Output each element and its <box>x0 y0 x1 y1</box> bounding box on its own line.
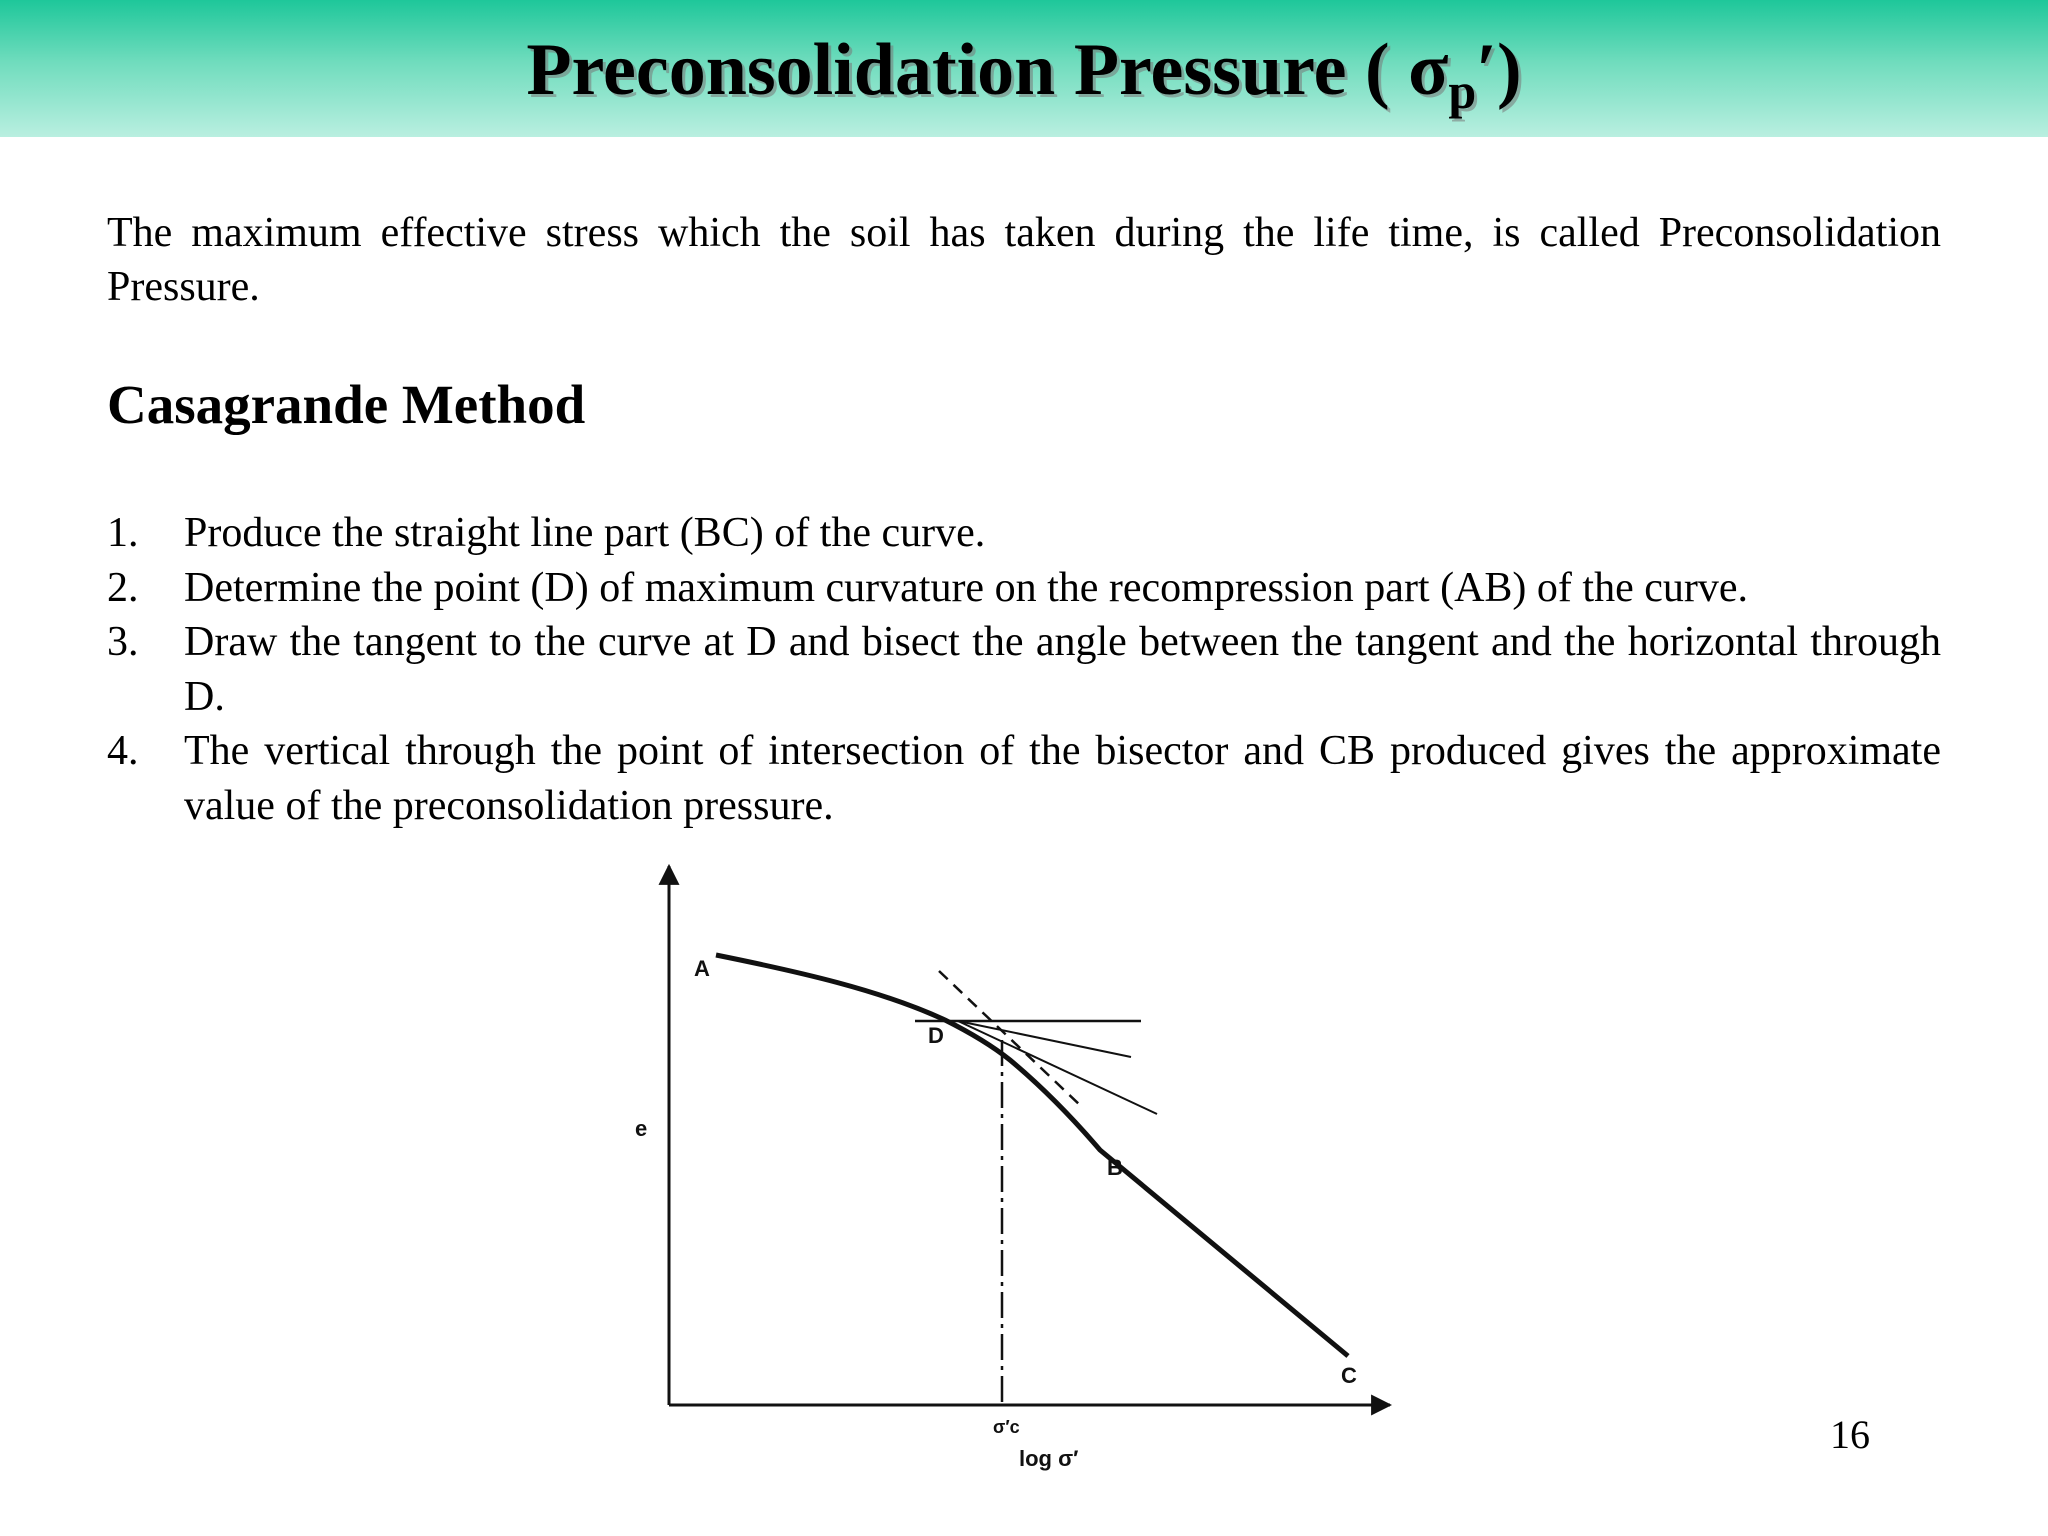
tangent-line <box>958 1021 1157 1114</box>
step-text: The vertical through the point of intersection of the bisector and CB produced gives the approximate value of the preconsolidation pressure. <box>184 728 1941 829</box>
step-number: 3. <box>107 619 139 665</box>
point-label-a: A <box>694 956 710 981</box>
point-label-d: D <box>928 1023 944 1048</box>
slide-title-subscript: p <box>1448 63 1477 119</box>
step-number: 1. <box>107 510 139 556</box>
intro-paragraph: The maximum effective stress which the soil has taken during the life time, is called Preconsolidation Pressure. <box>107 210 1941 310</box>
step-text: Produce the straight line part (BC) of the curve. <box>184 510 986 556</box>
step-text: Determine the point (D) of maximum curvature on the recompression part (AB) of the curve. <box>184 564 1748 611</box>
point-label-b: B <box>1107 1155 1123 1180</box>
x-axis-label: log σ′ <box>1019 1446 1079 1471</box>
x-marker-label: σ′c <box>993 1417 1020 1437</box>
point-label-c: C <box>1341 1363 1357 1388</box>
step-text: Draw the tangent to the curve at D and bisect the angle between the tangent and the horizontal through D. <box>184 619 1941 720</box>
step-number: 4. <box>107 728 139 774</box>
slide-title-suffix: ′) <box>1476 29 1522 111</box>
compression-curve <box>716 955 1348 1356</box>
section-heading: Casagrande Method <box>107 374 586 435</box>
y-axis-label: e <box>635 1116 648 1141</box>
step-number: 2. <box>107 564 139 611</box>
cb-extension-dashed <box>939 971 1082 1107</box>
page-number: 16 <box>1830 1412 1870 1457</box>
slide-title-main: Preconsolidation Pressure ( σ <box>526 29 1449 111</box>
